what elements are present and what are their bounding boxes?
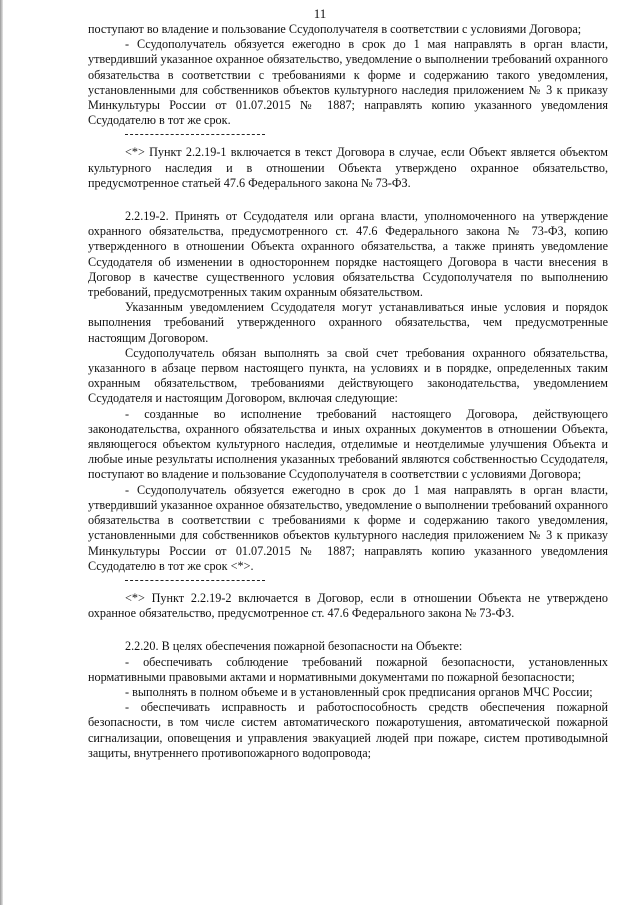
scan-edge	[0, 0, 3, 905]
paragraph-improvements: - созданные во исполнение требований настоящего Договора, действующего законодательства, охранного обязательства и иных охранных документов в отношении Объекта, являющегося объектом культурного наследия, отделимые и неотделимые улучшения Объекта и любые иные результаты исполнения указанных требований являются собственностью Ссудодателя, поступают во владение и пользование Ссудополучателя в соответствии с условиями Договора;	[88, 406, 608, 482]
paragraph-notice-conditions: Указанным уведомлением Ссудодателя могут устанавливаться иные условия и порядок выполнения требований утвержденного охранного обязательства, чем предусмотренные настоящим Договором.	[88, 300, 608, 345]
paragraph-2-2-19-2: 2.2.19-2. Принять от Ссудодателя или органа власти, уполномоченного на утверждение охранного обязательства, предусмотренного ст. 47.6 Федерального закона № 73-ФЗ, копию утвержденного в отношении Объекта охранного обязательства, а также принять уведомление Ссудодателя об изменении в одностороннем порядке настоящего Договора в части внесения в Договор в качестве существенного условия обязательства Ссудополучателя по выполнению требований, предусмотренных таким охранным обязательством.	[88, 209, 608, 300]
paragraph-fire-systems: - обеспечивать исправность и работоспособность средств обеспечения пожарной безопасности, в том числе систем автоматического пожаротушения, автоматической пожарной сигнализации, оповещения и управления эвакуацией людей при пожаре, систем противодымной защиты, внутреннего противопожарного водопровода;	[88, 700, 608, 760]
paragraph-obligations: Ссудополучатель обязан выполнять за свой счет требования охранного обязательства, указанного в абзаце первом настоящего пункта, на условиях и в порядке, определенных таким охранным обязательством, требованиями действующего законодательства, уведомлением Ссудодателя и настоящим Договором, включая следующие:	[88, 345, 608, 406]
paragraph-notification-duty-1: - Ссудополучатель обязуется ежегодно в срок до 1 мая направлять в орган власти, утвердивший указанное охранное обязательство, уведомление о выполнении требований охранного обязательства в соответствии с требованиями к форме и содержанию такого уведомления, установленными для собственников объектов культурного наследия приложением № 3 к приказу Минкультуры России от 01.07.2015 № 1887; направлять копию указанного уведомления Ссудодателю в тот же срок.	[88, 37, 608, 128]
footnote-2-2-19-1: <*> Пункт 2.2.19-1 включается в текст Договора в случае, если Объект является объектом культурного наследия и в отношении Объекта утверждено охранное обязательство, предусмотренное статьей 47.6 Федерального закона № 73-ФЗ.	[88, 145, 608, 190]
paragraph-2-2-20: 2.2.20. В целях обеспечения пожарной безопасности на Объекте:	[125, 639, 463, 654]
footnote-2-2-19-2: <*> Пункт 2.2.19-2 включается в Договор, если в отношении Объекта не утверждено охранное обязательство, предусмотренное ст. 47.6 Федерального закона № 73-ФЗ.	[88, 590, 608, 621]
footnote-separator	[125, 134, 265, 141]
paragraph-continuation: поступают во владение и пользование Ссудополучателя в соответствии с условиями Договора;	[88, 22, 582, 36]
paragraph-fire-requirements: - обеспечивать соблюдение требований пожарной безопасности, установленных нормативными правовыми актами и нормативными документами по пожарной безопасности;	[88, 654, 608, 684]
paragraph-mchs-orders: - выполнять в полном объеме и в установленный срок предписания органов МЧС России;	[125, 684, 593, 699]
document-body	[88, 22, 608, 761]
paragraph-notification-duty-2: - Ссудополучатель обязуется ежегодно в срок до 1 мая направлять в орган власти, утвердивший указанное охранное обязательство, уведомление о выполнении требований охранного обязательства в соответствии с требованиями к форме и содержанию такого уведомления, установленными для собственников объектов культурного наследия приложением № 3 к приказу Минкультуры России от 01.07.2015 № 1887; направлять копию указанного уведомления Ссудодателю в тот же срок <*>.	[88, 482, 608, 573]
page-number: 11	[313, 6, 327, 21]
footnote-separator	[125, 580, 265, 587]
